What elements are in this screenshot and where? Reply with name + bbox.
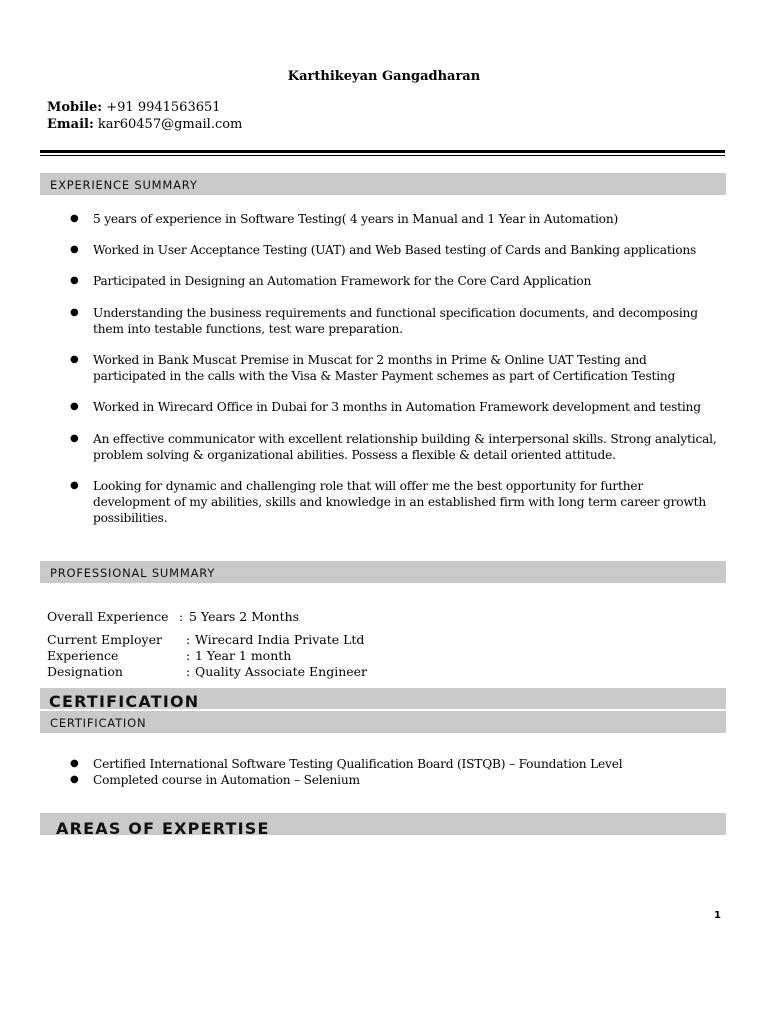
list-item: ● Worked in User Acceptance Testing (UAT) and Web Based testing of Cards and Banking applications <box>70 243 697 257</box>
contact-email <box>47 117 242 132</box>
certification-heading-cutoff: CERTIFICATION <box>49 692 200 707</box>
bullet-icon: ● <box>70 480 79 491</box>
bullet-icon: ● <box>70 244 79 255</box>
bullet-icon: ● <box>70 758 79 769</box>
list-item: ● Worked in Wirecard Office in Dubai for 3 months in Automation Framework development and testing <box>70 400 701 414</box>
list-item: ● Certified International Software Testing Qualification Board (ISTQB) – Foundation Level <box>70 757 623 771</box>
list-item: ● An effective communicator with excellent relationship building & interpersonal skills. Strong analytical, problem solving & organizational abilities. Possess a flexible & detail oriented attitude. <box>70 432 717 462</box>
bullet-icon: ● <box>70 401 79 412</box>
list-item: ● Completed course in Automation – Selenium <box>70 773 360 787</box>
mobile-value: +91 9941563651 <box>106 100 221 115</box>
list-item: ● Participated in Designing an Automation Framework for the Core Card Application <box>70 274 592 288</box>
experience-summary-heading: EXPERIENCE SUMMARY <box>40 173 726 195</box>
summary-value: 5 Years 2 Months <box>189 609 300 624</box>
list-item: ● Worked in Bank Muscat Premise in Muscat for 2 months in Prime & Online UAT Testing and participated in the calls with the Visa & Master Payment schemes as part of Certification Testing <box>70 353 676 383</box>
list-item: ● Understanding the business requirements and functional specification documents, and decomposing them into testable functions, test ware preparation. <box>70 306 698 336</box>
summary-value: 1 Year 1 month <box>195 648 292 663</box>
summary-label: Experience <box>47 648 119 663</box>
header-divider-thick <box>40 150 725 153</box>
bullet-icon: ● <box>70 433 79 444</box>
summary-value: Quality Associate Engineer <box>195 664 368 679</box>
email-label: Email: <box>47 117 94 132</box>
email-value: kar60457@gmail.com <box>97 117 243 132</box>
areas-of-expertise-heading-cutoff: AREAS OF EXPERTISE <box>56 819 270 834</box>
summary-separator: : <box>186 648 191 663</box>
professional-summary-heading: PROFESSIONAL SUMMARY <box>40 561 726 583</box>
list-item: ● Looking for dynamic and challenging role that will offer me the best opportunity for further development of my abilities, skills and knowledge in an established firm with long term career growth possibilities. <box>70 479 706 525</box>
contact-mobile <box>47 100 221 115</box>
certification-heading: CERTIFICATION <box>40 711 726 733</box>
summary-label: Overall Experience <box>47 609 169 624</box>
bullet-icon: ● <box>70 213 79 224</box>
summary-separator: : <box>186 664 191 679</box>
candidate-name: Karthikeyan Gangadharan <box>287 69 481 84</box>
summary-separator: : <box>186 632 191 647</box>
mobile-label: Mobile: <box>47 100 103 115</box>
bullet-icon: ● <box>70 774 79 785</box>
summary-value: Wirecard India Private Ltd <box>195 632 365 647</box>
bullet-icon: ● <box>70 354 79 365</box>
bullet-icon: ● <box>70 275 79 286</box>
header-divider-thin <box>40 155 725 156</box>
summary-separator: : <box>179 609 184 624</box>
page-number: 1 <box>714 910 721 921</box>
summary-label: Designation <box>47 664 123 679</box>
summary-label: Current Employer <box>47 632 162 647</box>
bullet-icon: ● <box>70 307 79 318</box>
list-item: ● 5 years of experience in Software Testing( 4 years in Manual and 1 Year in Automation) <box>70 212 619 226</box>
